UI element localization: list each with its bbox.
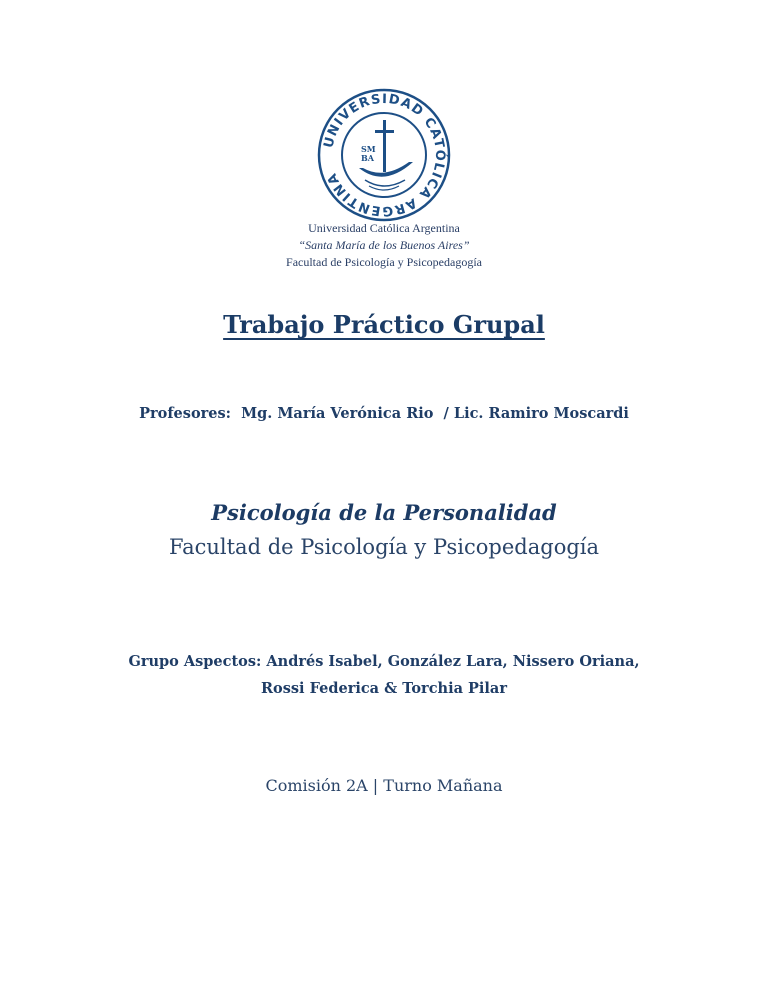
faculty-name-large: Facultad de Psicología y Psicopedagogía xyxy=(168,535,600,559)
seal-ring-text: UNIVERSIDAD CATÓLICA ARGENTINA xyxy=(321,91,448,219)
university-motto: “Santa María de los Buenos Aires” xyxy=(298,238,470,252)
university-seal-icon xyxy=(317,88,451,222)
group-members-line-2: Rossi Federica & Torchia Pilar xyxy=(261,680,507,697)
faculty-name-small: Facultad de Psicología y Psicopedagogía xyxy=(286,255,482,269)
group-members-line-1: Grupo Aspectos: Andrés Isabel, González Lara, Nissero Oriana, xyxy=(128,653,640,670)
university-name: Universidad Católica Argentina xyxy=(308,221,460,235)
seal-monogram-top: SM xyxy=(361,144,376,154)
group-members xyxy=(0,648,768,702)
commission-line: Comisión 2A | Turno Mañana xyxy=(265,776,503,795)
professors-line: Profesores: Mg. María Verónica Rio / Lic. Ramiro Moscardi xyxy=(139,405,629,422)
seal-monogram-bottom: BA xyxy=(361,153,374,163)
page-title: Trabajo Práctico Grupal xyxy=(223,310,545,339)
subject-name: Psicología de la Personalidad xyxy=(211,500,557,525)
